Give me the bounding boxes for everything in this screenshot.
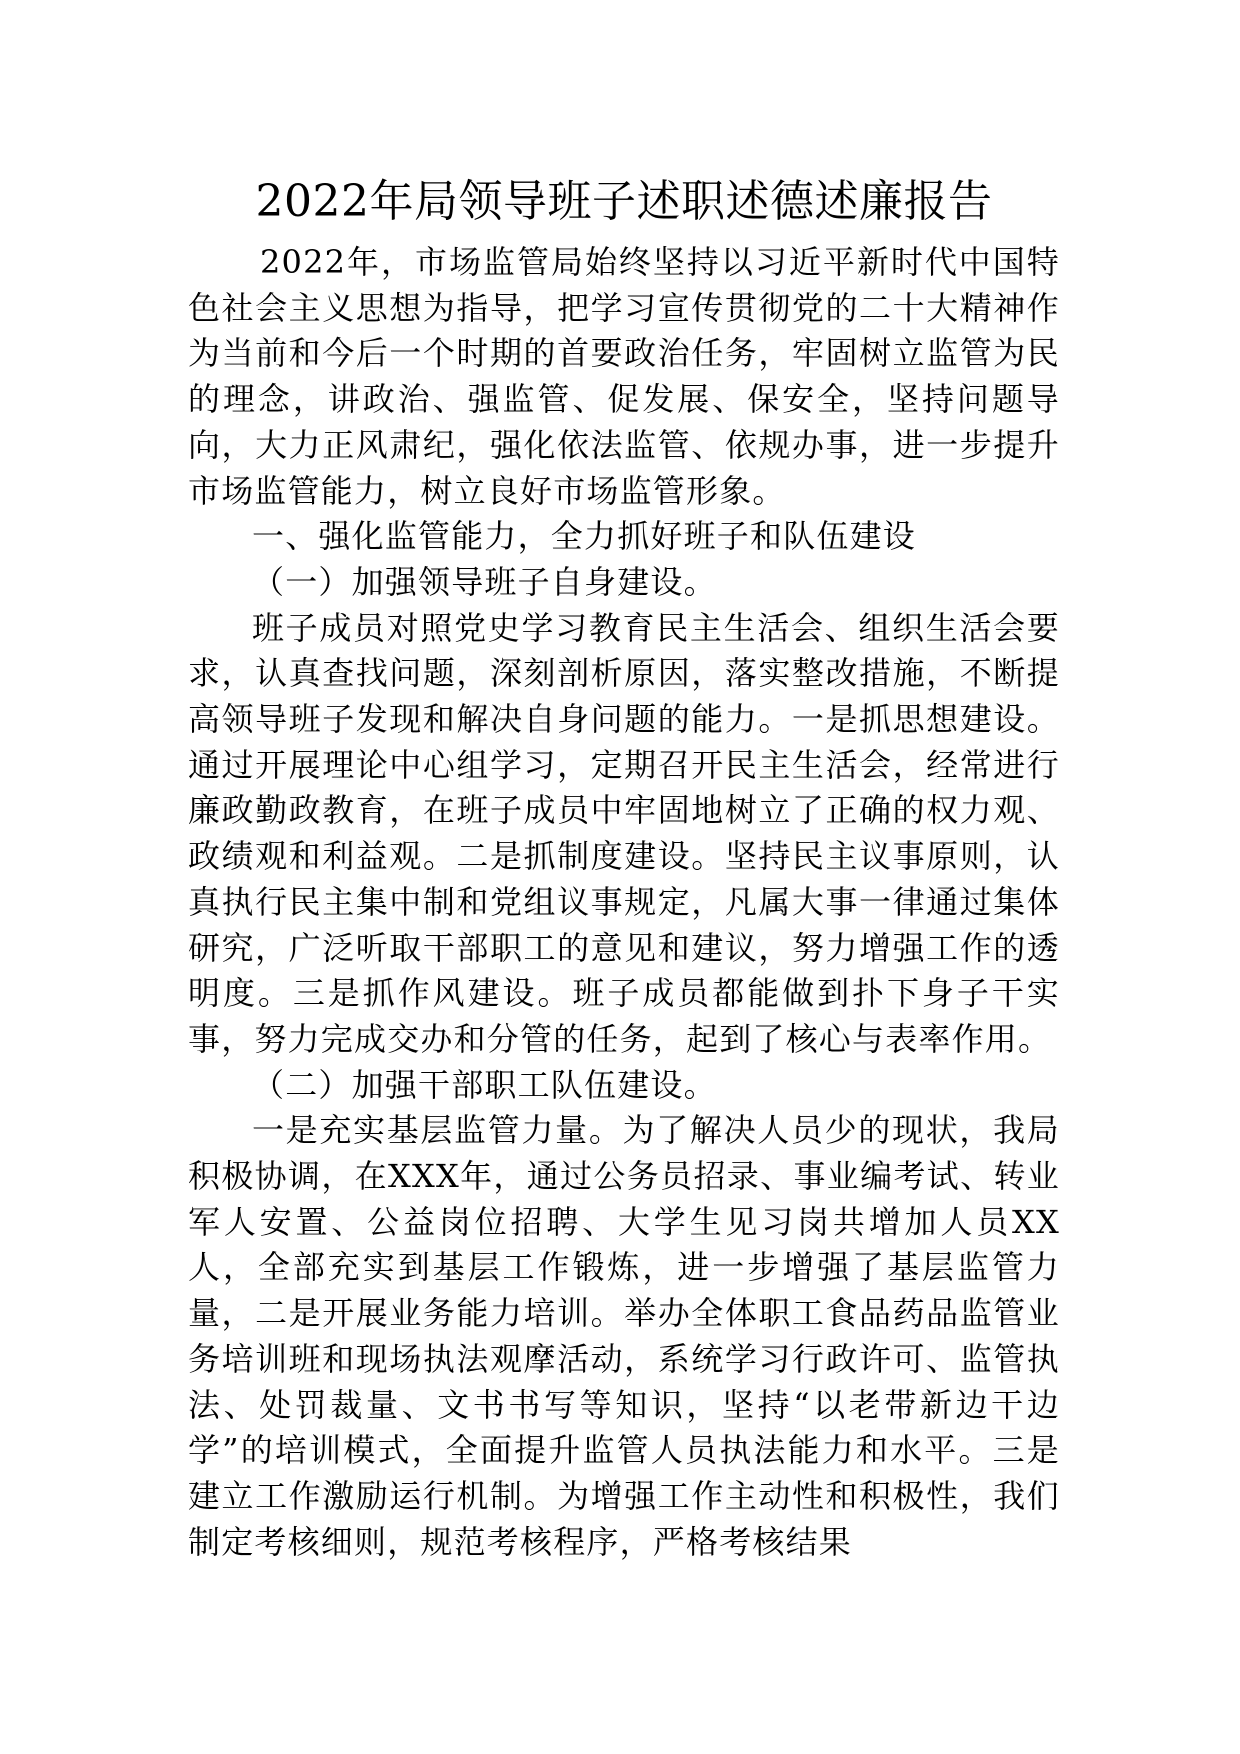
section-1-heading: 一、强化监管能力，全力抓好班子和队伍建设 bbox=[252, 517, 917, 556]
subsection-1-body: 班子成员对照党史学习教育民主生活会、组织生活会要求，认真查找问题，深刻剖析原因，落实整改措施，不断提高领导班子发现和解决自身问题的能力。一是抓思想建设。通过开展理论中心组学习，定期召开民主生活会，经常进行廉政勤政教育，在班子成员中牢固地树立了正确的权力观、政绩观和利益观。二是抓制度建设。坚持民主议事原则，认真执行民主集中制和党组议事规定，凡属大事一律通过集体研究，广泛听取干部职工的意见和建议，努力增强工作的透明度。三是抓作风建设。班子成员都能做到扑下身子干实事，努力完成交办和分管的任务，起到了核心与表率作用。 bbox=[188, 608, 1060, 1058]
intro-paragraph: 2022年，市场监管局始终坚持以习近平新时代中国特色社会主义思想为指导，把学习宣传贯彻党的二十大精神作为当前和今后一个时期的首要政治任务，牢固树立监管为民的理念，讲政治、强监管、促发展、保安全，坚持问题导向，大力正风肃纪，强化依法监管、依规办事，进一步提升市场监管能力，树立良好市场监管形象。 bbox=[188, 243, 1060, 510]
subsection-2-body: 一是充实基层监管力量。为了解决人员少的现状，我局积极协调，在XXX年，通过公务员招录、事业编考试、转业军人安置、公益岗位招聘、大学生见习岗共增加人员XX人，全部充实到基层工作锻炼，进一步增强了基层监管力量，二是开展业务能力培训。举办全体职工食品药品监管业务培训班和现场执法观摩活动，系统学习行政许可、监管执法、处罚裁量、文书书写等知识，坚持“以老带新边干边学”的培训模式，全面提升监管人员执法能力和水平。三是建立工作激励运行机制。为增强工作主动性和积极性，我们制定考核细则，规范考核程序，严格考核结果 bbox=[188, 1111, 1060, 1561]
document-page bbox=[188, 172, 1060, 1565]
subsection-1-heading: （一）加强领导班子自身建设。 bbox=[252, 562, 717, 601]
document-title: 2022年局领导班子述职述德述廉报告 bbox=[255, 176, 993, 227]
subsection-2-heading: （二）加强干部职工队伍建设。 bbox=[252, 1065, 717, 1104]
